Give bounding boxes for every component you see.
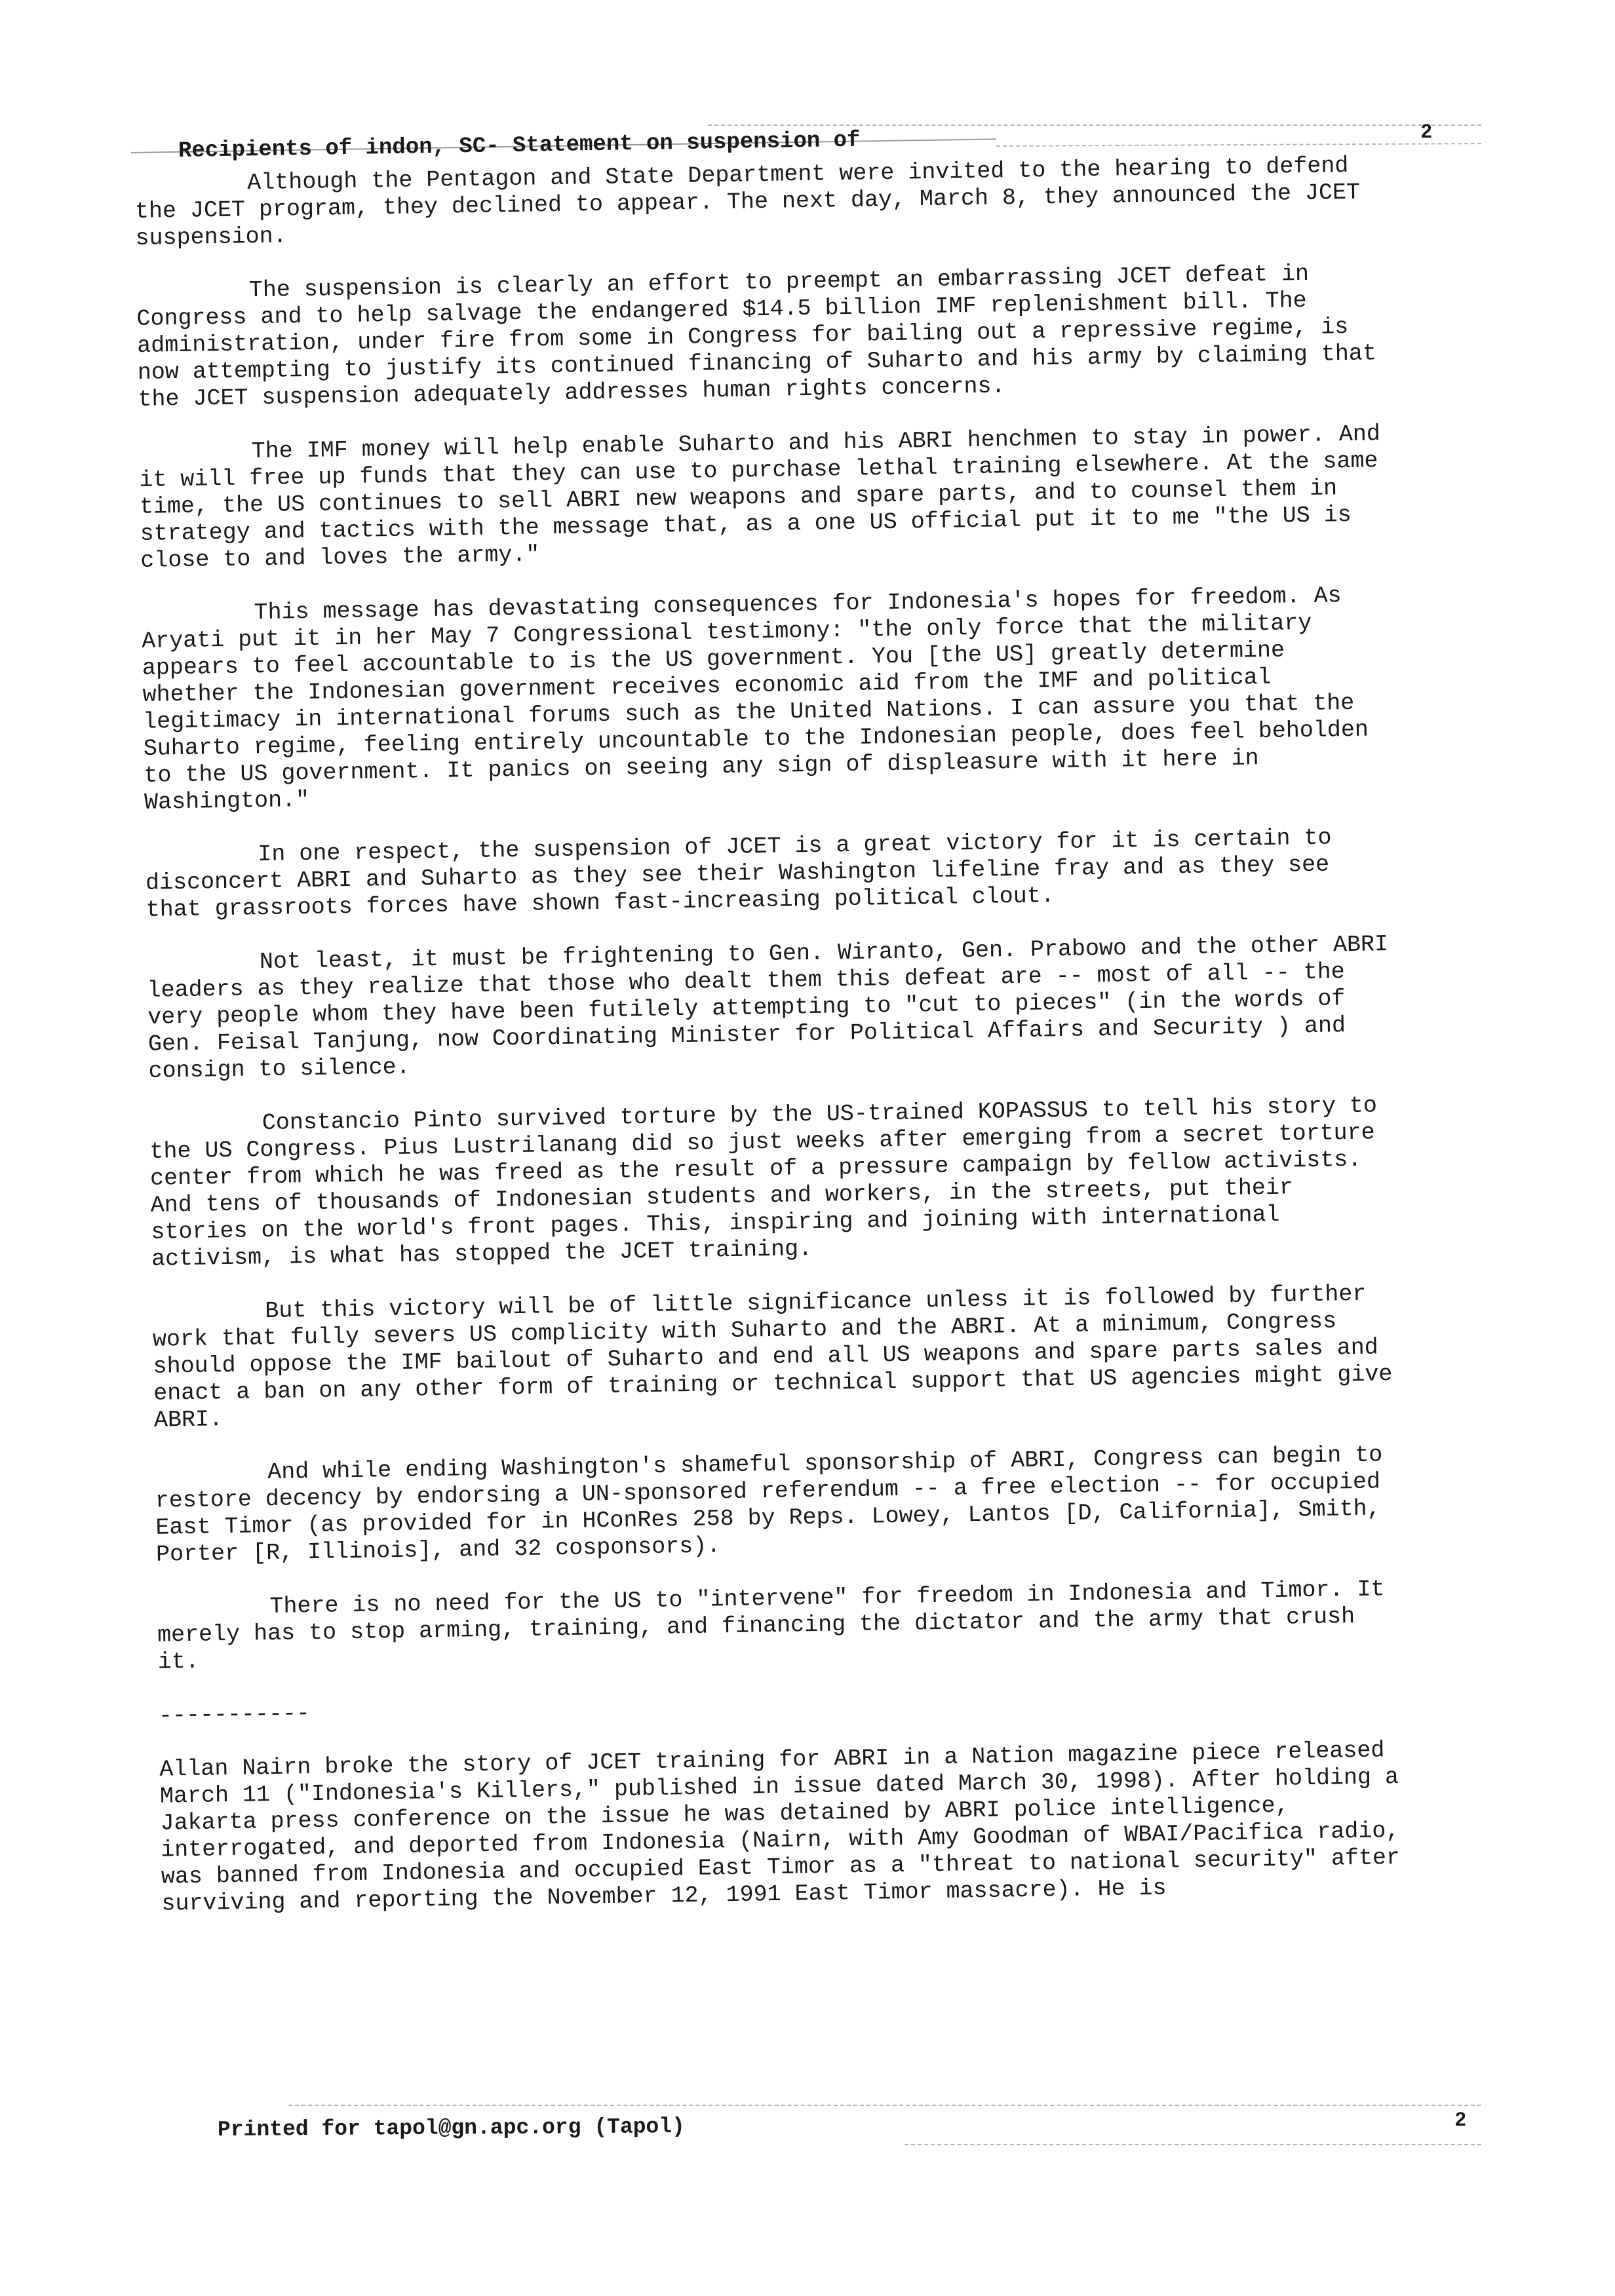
paragraph-9: And while ending Washington's shameful sponsorship of ABRI, Congress can begin to restore decency by endorsing a UN-sponsored referendum -- a free election -- for occupied East Timor (as provided for in HConRes 258 by Reps. Lowey, Lantos [D, California], Smith, Porter [R, Illinois], and 32 cosponsors). <box>155 1442 1383 1568</box>
page-title: Recipients of indon, SC- Statement on suspension of <box>178 128 861 164</box>
header-rule-right <box>996 143 1481 147</box>
paragraph-3: The IMF money will help enable Suharto and his ABRI henchmen to stay in power. And it will free up funds that they can use to purchase lethal training elsewhere. At the same time, the US continues to sell ABRI new weapons and spare parts, and to counsel them in strategy and tactics with the message that, as a one US official put it to me "the US is close to and loves the army." <box>139 421 1381 574</box>
author-bio: Allan Nairn broke the story of JCET training for ABRI in a Nation magazine piece released March 11 ("Indonesia's Killers," published in issue dated March 30, 1998). After holding a Jakarta press conference on the issue he was detained by ABRI police intelligence, interrogated, and deported from Indonesia (Nairn, with Amy Goodman of WBAI/Pacifica radio, was banned from Indonesia and occupied East Timor as a "threat to national security" after surviving and reporting the November 12, 1991 East Timor massacre). He is <box>159 1737 1401 1917</box>
paragraph-6: Not least, it must be frightening to Gen. Wiranto, Gen. Prabowo and the other ABRI leaders as they realize that those who dealt them this defeat are -- most of all -- the very people whom they have been futilely attempting to "cut to pieces" (in the words of Gen. Feisal Tanjung, now Coordinating Minister for Political Affairs and Security ) and consign to silence. <box>147 931 1389 1084</box>
footnote-separator: ----------- <box>158 1700 311 1729</box>
footer-rule-top <box>288 2105 1481 2106</box>
footer-printed-for: Printed for tapol@gn.apc.org (Tapol) <box>217 2114 686 2142</box>
footer-rule-bottom <box>905 2144 1481 2145</box>
paragraph-2: The suspension is clearly an effort to preempt an embarrassing JCET defeat in Congress and to help salvage the endangered $14.5 billion IMF replenishment bill. The administration, under fire from some in Congress for bailing out a repressive regime, is now attempting to justify its continued financing of Suharto and his army by claiming that the JCET suspension adequately addresses human rights concerns. <box>136 260 1377 413</box>
paragraph-10: There is no need for the US to "intervene" for freedom in Indonesia and Timor. It merely has to stop arming, training, and financing the dictator and the army that crush it. <box>157 1576 1385 1675</box>
paragraph-8: But this victory will be of little significance unless it is followed by further work that fully severs US complicity with Suharto and the ABRI. At a minimum, Congress should oppose the IMF bailout of Suharto and end all US weapons and spare parts sales and enact a ban on any other form of training or technical support that US agencies might give ABRI. <box>152 1280 1393 1434</box>
footer-page-number: 2 <box>1455 2109 1466 2130</box>
header-page-number: 2 <box>1421 121 1432 142</box>
paragraph-5: In one respect, the suspension of JCET is a great victory for it is certain to disconcert ABRI and Suharto as they see their Washington lifeline fray and as they see that grassroots forces have shown fast-increasing political clout. <box>145 824 1332 923</box>
document-body <box>134 152 1407 1945</box>
header-rule-top <box>708 124 1481 126</box>
paragraph-1: Although the Pentagon and State Department were invited to the hearing to defend the JCET program, they declined to appear. The next day, March 8, they announced the JCET suspension. <box>134 152 1361 252</box>
paragraph-4: This message has devastating consequences for Indonesia's hopes for freedom. As Aryati put it in her May 7 Congressional testimony: "the only force that the military appears to feel accountable to is the US government. You [the US] greatly determine whether the Indonesian government receives economic aid from the IMF and political legitimacy in international forums such as the United Nations. I can assure you that the Suharto regime, feeling entirely uncountable to the Indonesian people, does feel beholden to the US government. It panics on seeing any sign of displeasure with it here in Washington." <box>141 583 1369 816</box>
paragraph-7: Constancio Pinto survived torture by the US-trained KOPASSUS to tell his story to the US Congress. Pius Lustrilanang did so just weeks after emerging from a secret torture center from which he was freed as the result of a pressure campaign by fellow activists. And tens of thousands of Indonesian students and workers, in the streets, put their stories on the world's front pages. This, inspiring and joining with international activism, is what has stopped the JCET training. <box>149 1092 1378 1272</box>
